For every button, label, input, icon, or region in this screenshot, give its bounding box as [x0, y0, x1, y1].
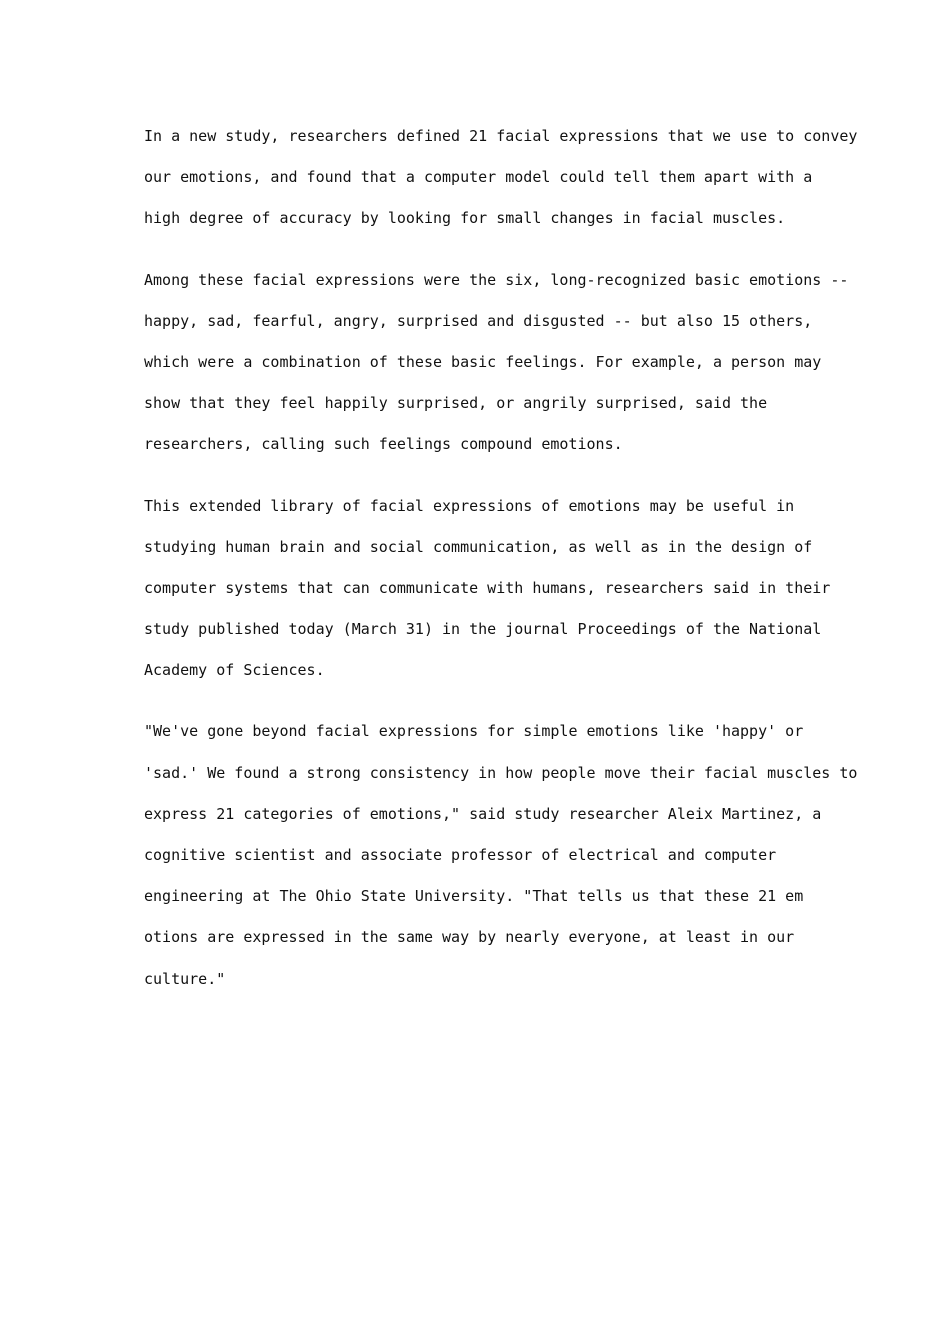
- text-line: our emotions, and found that a computer model could tell them apart with a: [144, 168, 813, 187]
- article-body: [144, 116, 858, 1020]
- paragraph-3: [144, 486, 831, 692]
- text-line: Academy of Sciences.: [144, 661, 325, 680]
- text-line: show that they feel happily surprised, or angrily surprised, said the: [144, 394, 768, 413]
- paragraph-4: [144, 711, 858, 999]
- text-line: This extended library of facial expressions of emotions may be useful in: [144, 496, 795, 515]
- text-line: happy, sad, fearful, angry, surprised and disgusted -- but also 15 others,: [144, 311, 813, 330]
- text-line: researchers, calling such feelings compound emotions.: [144, 435, 623, 454]
- text-line: culture.": [144, 969, 226, 988]
- text-line: express 21 categories of emotions," said study researcher Aleix Martinez, a: [144, 804, 822, 823]
- text-line: which were a combination of these basic feelings. For example, a person may: [144, 352, 822, 371]
- text-line: high degree of accuracy by looking for small changes in facial muscles.: [144, 209, 786, 228]
- text-line: In a new study, researchers defined 21 facial expressions that we use to convey: [144, 127, 858, 145]
- text-line: study published today (March 31) in the journal Proceedings of the National: [144, 620, 822, 639]
- paragraph-2: [144, 260, 849, 466]
- text-line: "We've gone beyond facial expressions for simple emotions like 'happy' or: [144, 722, 804, 741]
- text-line: engineering at The Ohio State University. "That tells us that these 21 em: [144, 887, 804, 906]
- text-line: 'sad.' We found a strong consistency in how people move their facial muscles to: [144, 763, 858, 782]
- text-line: otions are expressed in the same way by nearly everyone, at least in our: [144, 928, 795, 947]
- text-line: Among these facial expressions were the six, long-recognized basic emotions --: [144, 270, 849, 289]
- paragraph-1: [144, 116, 858, 240]
- text-line: studying human brain and social communication, as well as in the design of: [144, 537, 813, 556]
- text-line: computer systems that can communicate with humans, researchers said in their: [144, 578, 831, 597]
- text-line: cognitive scientist and associate professor of electrical and computer: [144, 846, 777, 864]
